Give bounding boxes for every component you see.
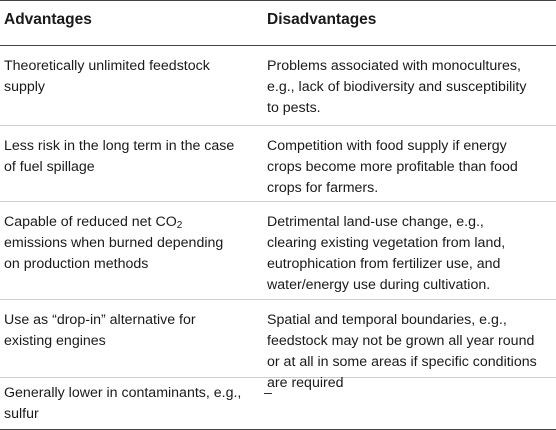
disadvantage-cell: Problems associated with monocultures, e.g., lack of biodiversity and susceptibility to pests. [267, 58, 527, 116]
advantage-cell: Theoretically unlimited feedstock supply [4, 58, 210, 95]
disadvantage-cell: – [264, 385, 272, 401]
advantage-cell: Use as “drop-in” alternative for existing engines [4, 312, 196, 349]
table-row [0, 46, 556, 126]
table-row [0, 126, 556, 202]
column-header-advantages: Advantages [4, 11, 92, 28]
table-row [0, 378, 556, 430]
co2-subscript: 2 [176, 220, 183, 231]
table-row [0, 300, 556, 391]
disadvantage-cell: Spatial and temporal boundaries, e.g., feedstock may not be grown all year round or at all in some areas if specific conditions are required [267, 312, 537, 391]
advantage-cell: Capable of reduced net $CO_2$ emissions when burned depending on production methods [4, 214, 224, 272]
column-header-disadvantages: Disadvantages [267, 11, 377, 28]
advantage-cell: Generally lower in contaminants, e.g., sulfur [4, 385, 242, 422]
disadvantage-cell: Competition with food supply if energy crops become more profitable than food crops for farmers. [267, 138, 518, 196]
advantage-cell: Less risk in the long term in the case of fuel spillage [4, 138, 235, 175]
disadvantage-cell: Detrimental land-use change, e.g., clearing existing vegetation from land, eutrophication from fertilizer use, and water/energy use during cultivation. [267, 214, 506, 293]
table-header-row [0, 0, 556, 46]
table-row [0, 202, 556, 300]
